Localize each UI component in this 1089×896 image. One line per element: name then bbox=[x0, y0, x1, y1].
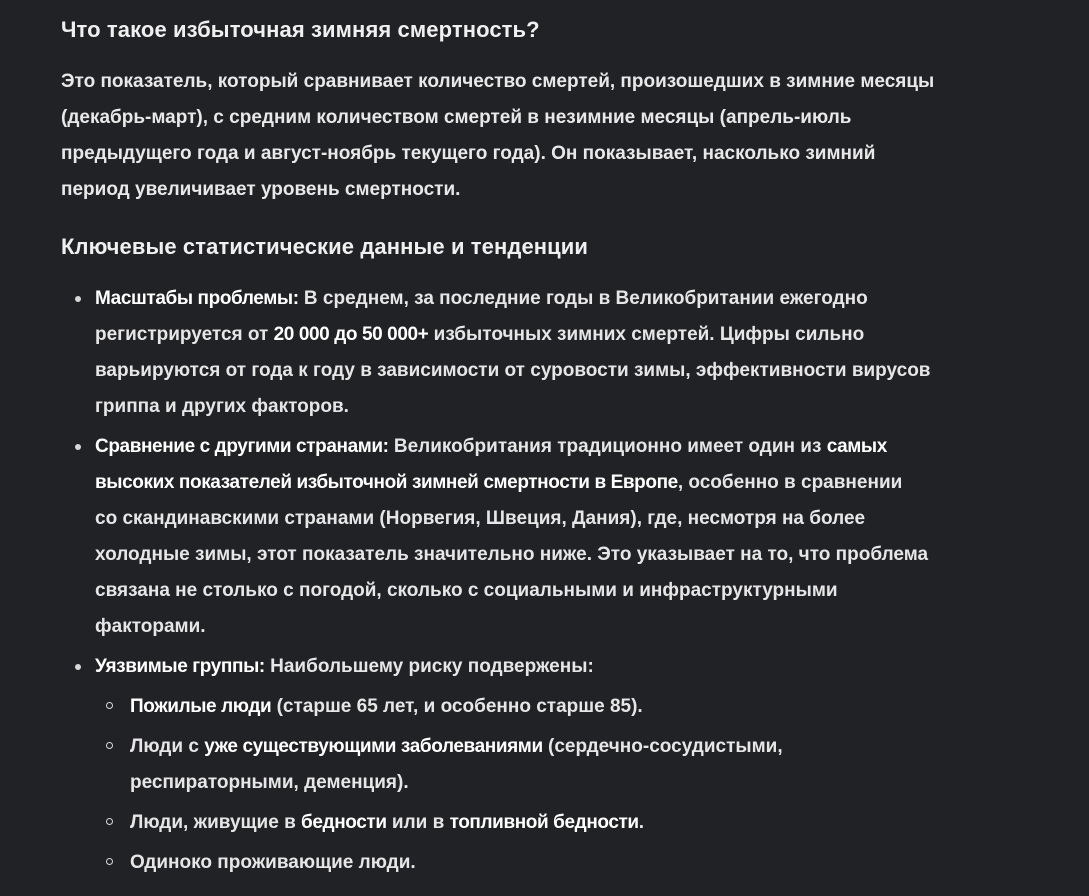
item-text: холодные зимы, этот показатель значительно ниже. Это указывает на то, что проблема bbox=[95, 544, 929, 565]
item-text: (сердечно-сосудистыми, bbox=[542, 736, 783, 757]
bullet-dot-icon bbox=[75, 444, 81, 450]
item-text: Великобритания традиционно имеет один из bbox=[388, 436, 827, 457]
list-item-scale bbox=[61, 281, 1001, 425]
item-text: (старше 65 лет, и особенно старше 85). bbox=[271, 696, 643, 717]
bullet-circle-icon bbox=[106, 702, 113, 709]
item-text: или в bbox=[386, 812, 450, 833]
bullet-circle-icon bbox=[106, 742, 113, 749]
item-emphasis: Пожилые люди bbox=[130, 696, 272, 717]
statistics-list bbox=[61, 281, 1001, 885]
list-item-vulnerable-groups bbox=[61, 649, 1001, 881]
item-text: регистрируется от bbox=[95, 324, 274, 345]
sublist-item-elderly bbox=[95, 689, 1001, 725]
bullet-circle-icon bbox=[106, 818, 113, 825]
section-heading-definition: Что такое избыточная зимняя смертность? bbox=[61, 17, 540, 42]
bullet-dot-icon bbox=[75, 664, 81, 670]
item-text: варьируются от года к году в зависимости от суровости зимы, эффективности вирусов bbox=[95, 360, 931, 381]
paragraph-line: предыдущего года и август-ноябрь текущего года). Он показывает, насколько зимний bbox=[61, 143, 876, 164]
item-emphasis: топливной бедности bbox=[449, 812, 639, 833]
item-text: гриппа и других факторов. bbox=[95, 396, 349, 417]
item-text: факторами. bbox=[95, 616, 206, 637]
item-title: Масштабы проблемы: bbox=[95, 288, 299, 309]
definition-paragraph bbox=[61, 64, 934, 208]
sublist-item-poverty bbox=[95, 805, 1001, 841]
paragraph-line: Это показатель, который сравнивает количество смертей, произошедших в зимние месяцы bbox=[61, 71, 935, 92]
item-text: Люди с bbox=[130, 736, 205, 757]
item-title: Сравнение с другими странами: bbox=[95, 436, 389, 457]
item-text: Наибольшему риску подвержены: bbox=[264, 656, 594, 677]
paragraph-line: (декабрь-март), с средним количеством смертей в незимние месяцы (апрель-июль bbox=[61, 107, 852, 128]
item-text: респираторными, деменция). bbox=[130, 772, 409, 793]
paragraph-line: период увеличивает уровень смертности. bbox=[61, 179, 461, 200]
vulnerable-groups-sublist bbox=[95, 689, 1001, 881]
item-emphasis: бедности bbox=[301, 812, 387, 833]
item-title: Уязвимые группы: bbox=[95, 656, 265, 677]
bullet-dot-icon bbox=[75, 296, 81, 302]
item-text: связана не столько с погодой, сколько с социальными и инфраструктурными bbox=[95, 580, 838, 601]
item-emphasis: высоких показателей избыточной зимней смертности в Европе bbox=[95, 472, 678, 493]
list-item-comparison bbox=[61, 429, 1001, 645]
item-text: , особенно в сравнении bbox=[677, 472, 903, 493]
item-text: избыточных зимних смертей. Цифры сильно bbox=[428, 324, 865, 345]
item-text: со скандинавскими странами (Норвегия, Швеция, Дания), где, несмотря на более bbox=[95, 508, 866, 529]
sublist-item-living-alone bbox=[95, 845, 1001, 881]
item-emphasis: уже существующими заболеваниями bbox=[204, 736, 543, 757]
item-emphasis: 20 000 до 50 000+ bbox=[273, 324, 429, 345]
item-text: Люди, живущие в bbox=[130, 812, 302, 833]
sublist-item-preexisting-conditions bbox=[95, 729, 1001, 801]
section-heading-statistics: Ключевые статистические данные и тенденции bbox=[61, 234, 589, 259]
item-text: В среднем, за последние годы в Великобритании ежегодно bbox=[298, 288, 868, 309]
item-text: . bbox=[638, 812, 644, 833]
item-emphasis: самых bbox=[826, 436, 887, 457]
item-text: Одиноко проживающие люди. bbox=[130, 852, 416, 873]
bullet-circle-icon bbox=[106, 858, 113, 865]
